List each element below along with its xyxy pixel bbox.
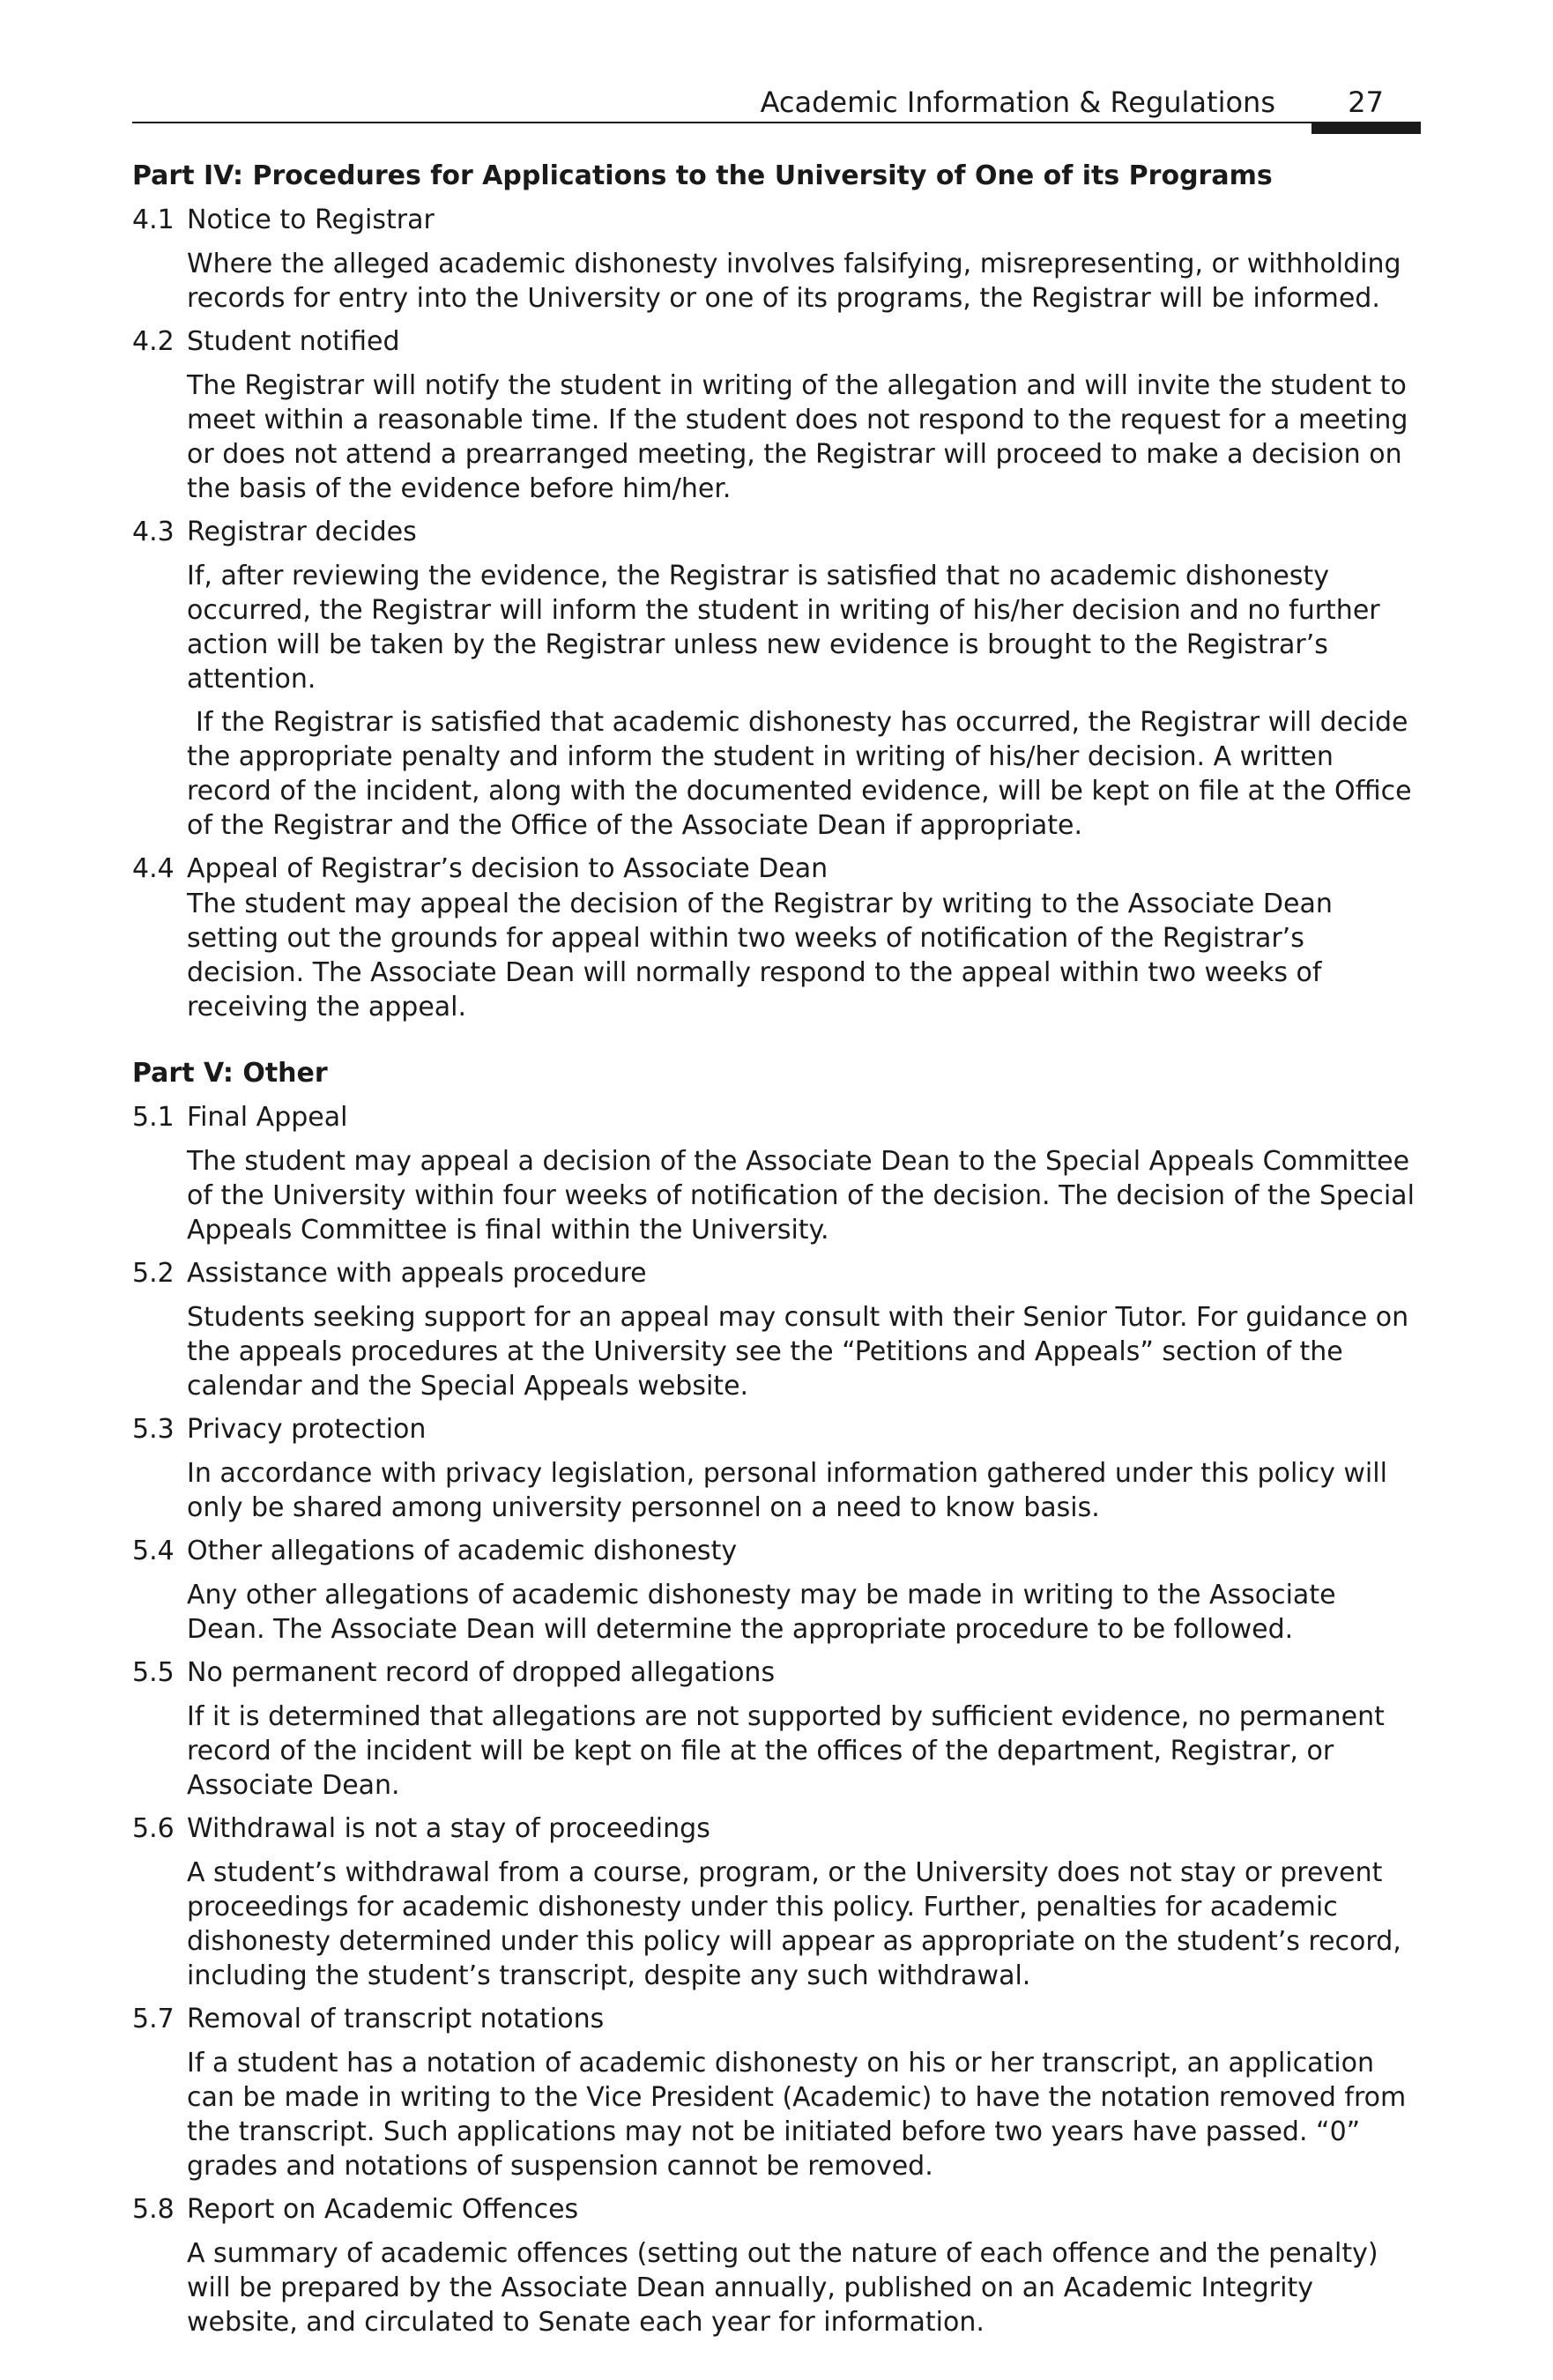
section-paragraph: The student may appeal the decision of the Registrar by writing to the Associate Dean setting out the grounds for appeal within two weeks of notification of the Registrar’s decision. The Associate Dean will normally respond to the appeal within two weeks of receiving the appeal. (187, 889, 1333, 1023)
section-title: Privacy protection (187, 1414, 427, 1445)
section-paragraph: If the Registrar is satisfied that academic dishonesty has occurred, the Registrar will decide the appropriate penalty and inform the student in writing of his/her decision. A written record of the incident, along with the documented evidence, will be kept on file at the Office of the Registrar and the Office of the Associate Dean if appropriate. (187, 707, 1412, 841)
part-heading: Part IV: Procedures for Applications to the University of One of its Programs (132, 160, 1273, 191)
section-number: 4.1 (132, 205, 175, 235)
section-paragraph: A summary of academic offences (setting out the nature of each offence and the penalty) will be prepared by the Associate Dean annually, published on an Academic Integrity website, and circulated to Senate each year for information. (187, 2238, 1378, 2338)
section-4-1 (132, 203, 1421, 316)
section-4-2 (132, 324, 1421, 506)
section-title: Final Appeal (187, 1102, 348, 1133)
header-tab-bar (1312, 123, 1421, 134)
section-5-4 (132, 1534, 1421, 1647)
section-paragraph: If, after reviewing the evidence, the Registrar is satisfied that no academic dishonesty occurred, the Registrar will inform the student in writing of his/her decision and no further action will be taken by the Registrar unless new evidence is brought to the Registrar’s attention. (187, 561, 1380, 695)
section-5-3 (132, 1412, 1421, 1525)
header-rule (132, 122, 1421, 123)
section-header (132, 2192, 1421, 2228)
page-number: 27 (1348, 86, 1384, 119)
section-paragraph: The Registrar will notify the student in writing of the allegation and will invite the student to meet within a reasonable time. If the student does not respond to the request for a meeting or does not attend a prearranged meeting, the Registrar will proceed to make a decision on the basis of the evidence before him/her. (187, 370, 1408, 504)
section-paragraph: Where the alleged academic dishonesty involves falsifying, misrepresenting, or withholding records for entry into the University or one of its programs, the Registrar will be informed. (187, 249, 1401, 314)
section-title: Appeal of Registrar’s decision to Associate Dean (187, 853, 829, 884)
section-paragraph: If it is determined that allegations are not supported by sufficient evidence, no permanent record of the incident will be kept on file at the offices of the department, Registrar, or Associate Dean. (187, 1701, 1385, 1801)
section-paragraph: A student’s withdrawal from a course, program, or the University does not stay or prevent proceedings for academic dishonesty under this policy. Further, penalties for academic dishonesty determined under this policy will appear as appropriate on the student’s record, including the student’s transcript, despite any such withdrawal. (187, 1857, 1401, 1991)
section-4-3 (132, 515, 1421, 843)
section-4-4 (132, 852, 1421, 1024)
section-5-1 (132, 1100, 1421, 1247)
section-header (132, 324, 1421, 360)
header-title: Academic Information & Regulations (760, 86, 1275, 119)
section-title: Report on Academic Offences (187, 2194, 579, 2225)
section-title: Removal of transcript notations (187, 2004, 605, 2034)
section-number: 4.4 (132, 853, 175, 884)
section-header (132, 1811, 1421, 1847)
section-title: Withdrawal is not a stay of proceedings (187, 1813, 710, 1844)
section-number: 5.7 (132, 2004, 175, 2034)
section-paragraph: Students seeking support for an appeal may consult with their Senior Tutor. For guidance on the appeals procedures at the University see the “Petitions and Appeals” section of the calendar and the Special Appeals website. (187, 1302, 1409, 1402)
section-title: Assistance with appeals procedure (187, 1258, 647, 1289)
section-header (132, 203, 1421, 238)
section-number: 5.3 (132, 1414, 175, 1445)
section-title: Student notified (187, 326, 400, 357)
section-header (132, 1100, 1421, 1135)
section-number: 5.8 (132, 2194, 175, 2225)
section-number: 5.2 (132, 1258, 175, 1289)
section-title: Notice to Registrar (187, 205, 435, 235)
section-number: 4.2 (132, 326, 175, 357)
section-number: 5.5 (132, 1657, 175, 1688)
section-header (132, 1256, 1421, 1291)
section-header (132, 1655, 1421, 1691)
section-5-8 (132, 2192, 1421, 2339)
section-number: 5.6 (132, 1813, 175, 1844)
section-header (132, 852, 1421, 887)
section-title: Registrar decides (187, 517, 417, 547)
section-number: 5.4 (132, 1536, 175, 1566)
section-paragraph: The student may appeal a decision of the Associate Dean to the Special Appeals Committee of the University within four weeks of notification of the decision. The decision of the Special Appeals Committee is final within the University. (187, 1146, 1415, 1246)
section-header (132, 2002, 1421, 2037)
section-5-7 (132, 2002, 1421, 2183)
section-header (132, 515, 1421, 550)
section-5-6 (132, 1811, 1421, 1993)
section-title: No permanent record of dropped allegations (187, 1657, 776, 1688)
part-heading: Part V: Other (132, 1058, 328, 1089)
running-header (132, 85, 1421, 123)
section-number: 4.3 (132, 517, 175, 547)
document-body (132, 159, 1421, 2348)
document-page (132, 0, 1421, 2380)
section-number: 5.1 (132, 1102, 175, 1133)
section-paragraph: If a student has a notation of academic dishonesty on his or her transcript, an application can be made in writing to the Vice President (Academic) to have the notation removed from the transcript. Such applications may not be initiated before two years have passed. “0” grades and notations of suspension cannot be removed. (187, 2048, 1407, 2182)
section-header (132, 1412, 1421, 1447)
section-paragraph: Any other allegations of academic dishonesty may be made in writing to the Associate Dean. The Associate Dean will determine the appropriate procedure to be followed. (187, 1580, 1336, 1645)
section-title: Other allegations of academic dishonesty (187, 1536, 738, 1566)
section-header (132, 1534, 1421, 1569)
section-5-5 (132, 1655, 1421, 1803)
section-5-2 (132, 1256, 1421, 1403)
section-paragraph: In accordance with privacy legislation, personal information gathered under this policy will only be shared among university personnel on a need to know basis. (187, 1458, 1387, 1523)
